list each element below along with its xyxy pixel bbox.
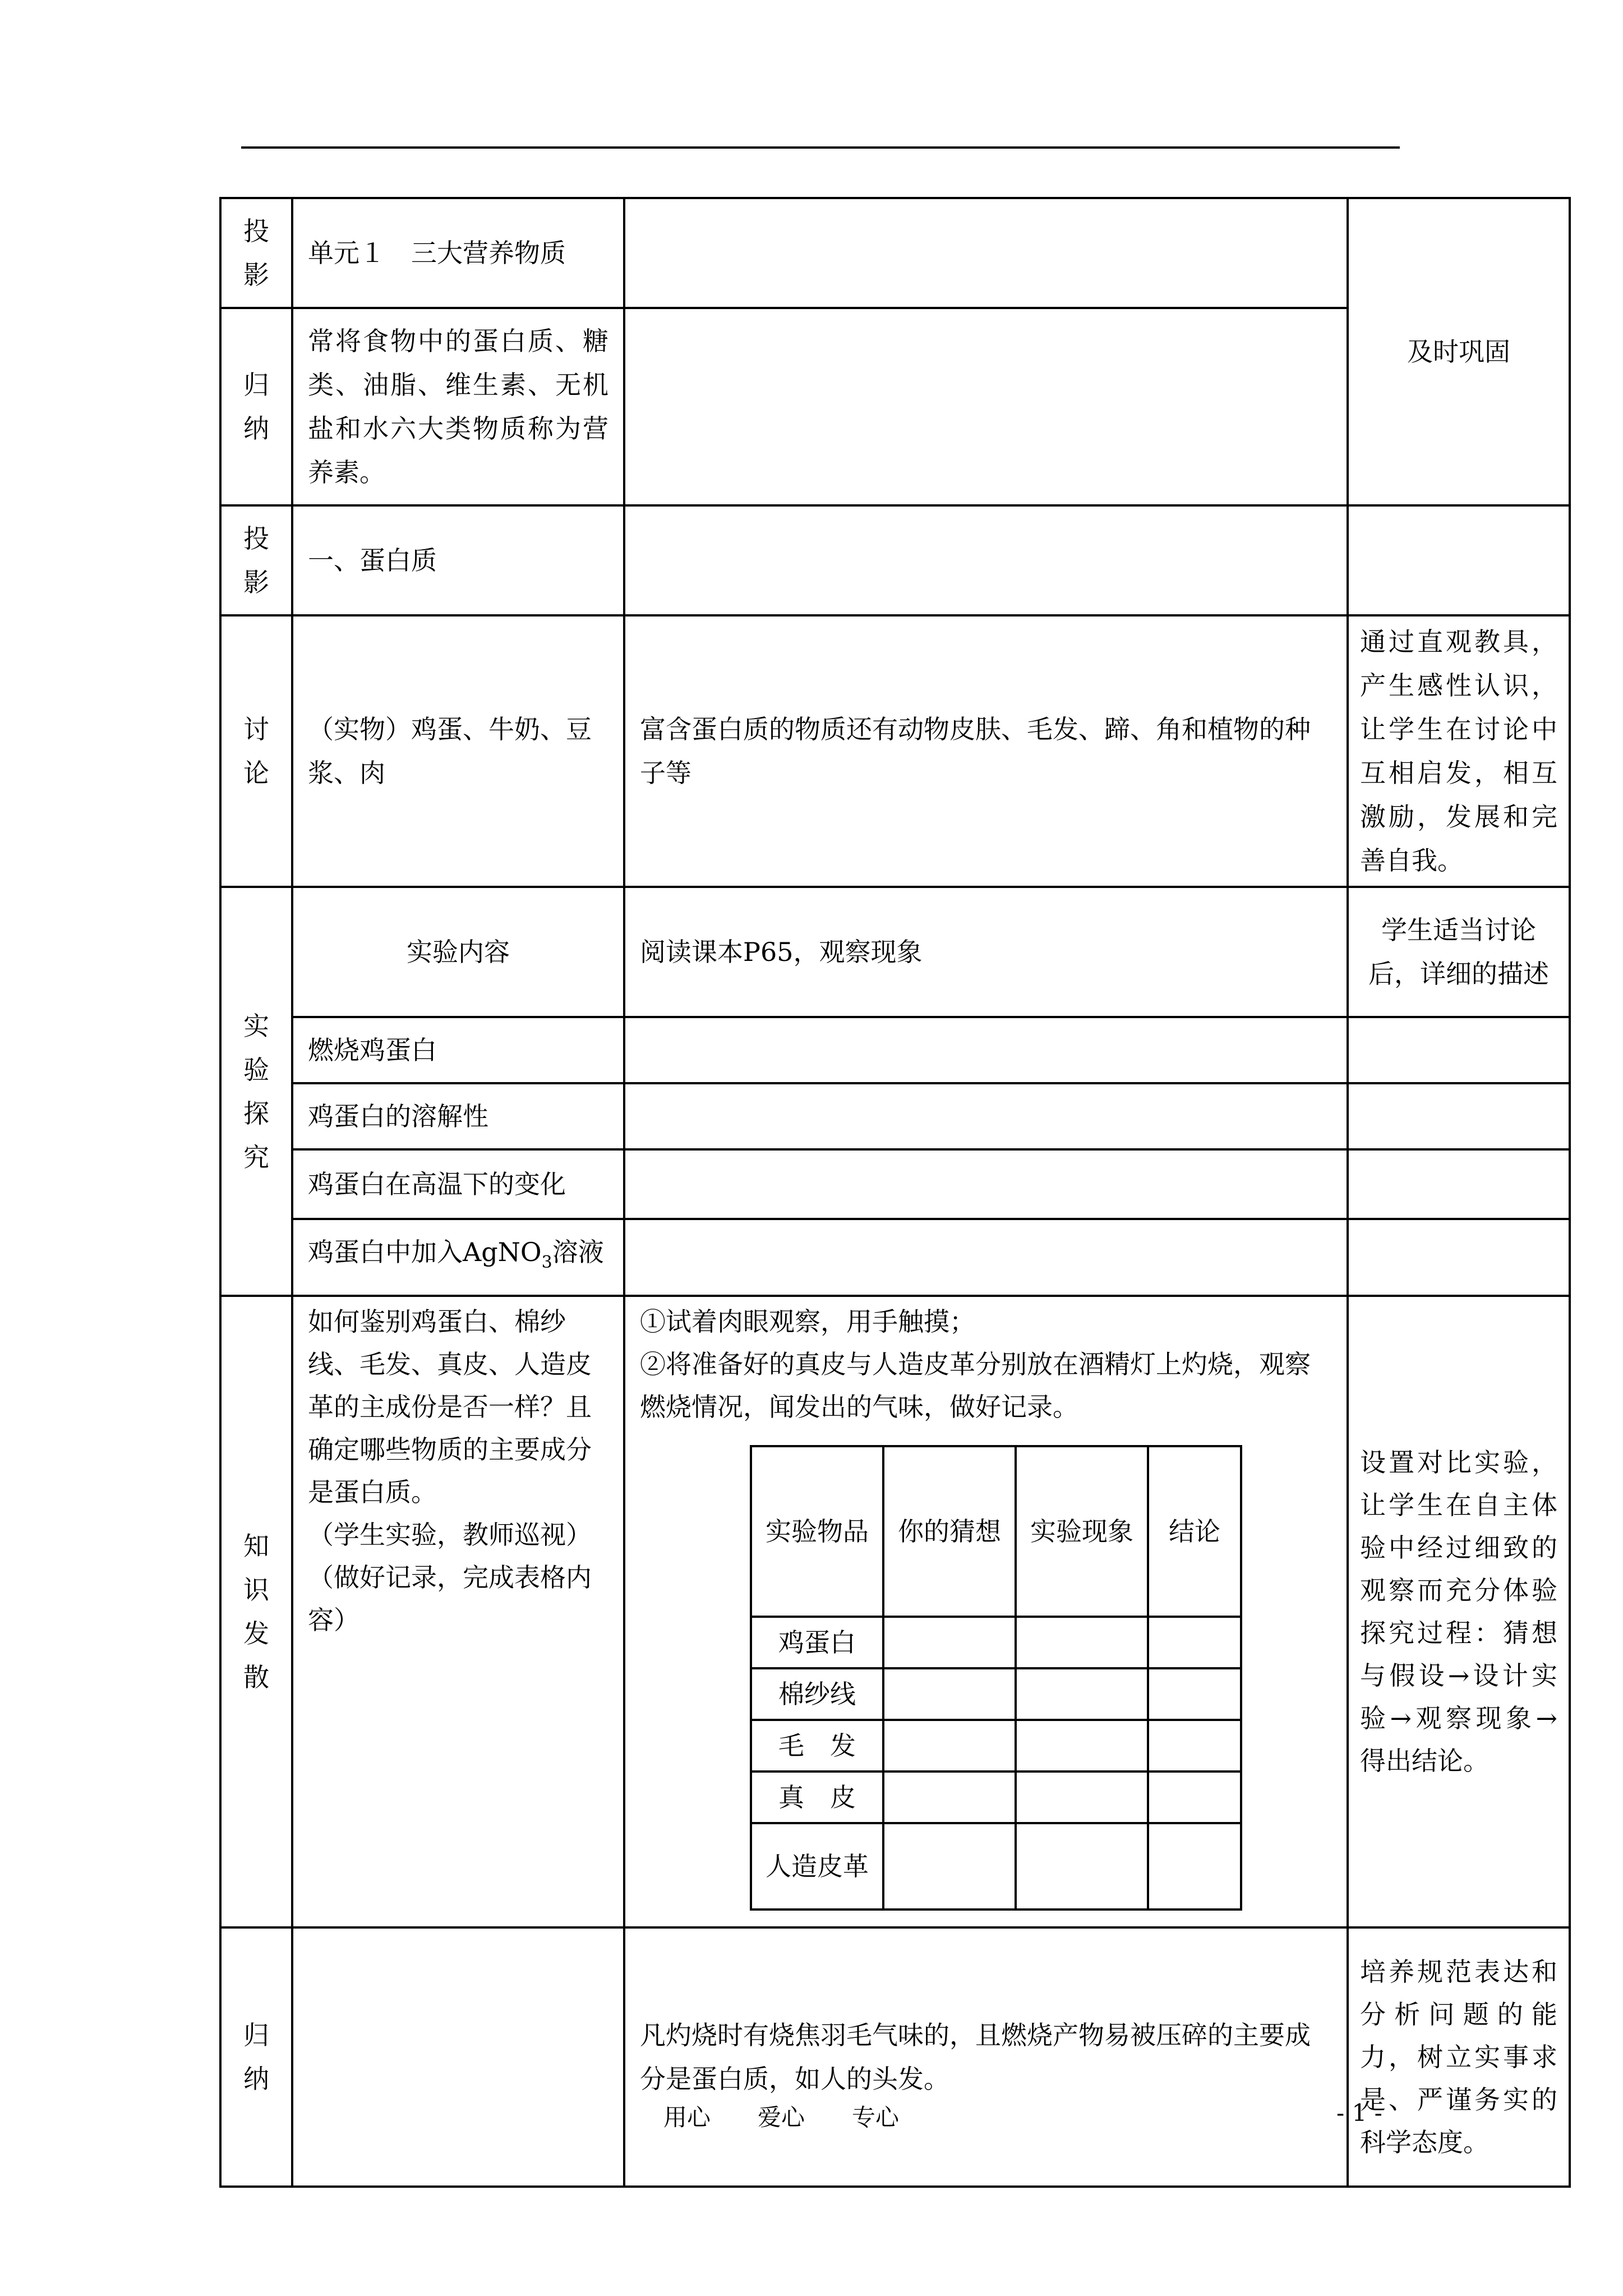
row-experiment-item [220,1149,1570,1219]
record-cell [1148,1823,1241,1910]
header-guess: 你的猜想 [883,1446,1016,1617]
header-conclusion: 结论 [1148,1446,1241,1617]
record-cell [1148,1720,1241,1772]
footer-motto: 用心 爱心 专心 [663,2104,900,2131]
empty-cell [1348,1017,1570,1083]
nutrient-definition: 常将食物中的蛋白质、糖类、油脂、维生素、无机盐和水六大类物质称为营养素。 [292,308,624,505]
record-cell [1016,1823,1148,1910]
empty-cell [292,1927,624,2187]
record-cell [1148,1668,1241,1720]
empty-cell [624,198,1348,308]
row-label: 实 验 探 究 [220,887,292,1296]
material-name: 人造皮革 [751,1823,883,1910]
experiment-content-header: 实验内容 [292,887,624,1017]
row-label: 讨 论 [220,615,292,887]
record-table [750,1445,1242,1911]
row-summary-2 [220,1927,1570,2187]
material-name: 鸡蛋白 [751,1617,883,1668]
empty-cell [1348,1083,1570,1149]
activity-note: （学生实验，教师巡视） [308,1520,592,1550]
row-experiment-item [220,1083,1570,1149]
discussion-content: 富含蛋白质的物质还有动物皮肤、毛发、蹄、角和植物的种子等 [624,615,1348,887]
row-label: 投 影 [220,505,292,615]
discussion-intent: 通过直观教具，产生感性认识，让学生在讨论中互相启发，相互激励，发展和完善自我。 [1348,615,1570,887]
record-cell [883,1617,1016,1668]
row-projection-2 [220,505,1570,615]
row-projection-1 [220,198,1570,308]
consolidate-note: 及时巩固 [1348,198,1570,505]
identification-question: 如何鉴别鸡蛋白、棉纱线、毛发、真皮、人造皮革的主成份是否一样？且确定哪些物质的主要成分是蛋白质。 [308,1306,592,1507]
experiment-item: 鸡蛋白的溶解性 [292,1083,624,1149]
record-cell [883,1668,1016,1720]
record-cell [1016,1668,1148,1720]
row-label: 归 纳 [220,308,292,505]
row-label: 知 识 发 散 [220,1296,292,1927]
record-table-row [751,1823,1241,1910]
knowledge-question [292,1296,624,1927]
step-observe: ①试着肉眼观察，用手触摸； [640,1306,975,1337]
experiment-item: 鸡蛋白在高温下的变化 [292,1149,624,1219]
experiment-instruction: 阅读课本P65，观察现象 [624,887,1348,1017]
record-cell [1016,1772,1148,1823]
lesson-table [219,197,1571,2188]
empty-cell [624,1219,1348,1296]
empty-cell [1348,1149,1570,1219]
record-cell [883,1823,1016,1910]
empty-cell [1348,1219,1570,1296]
empty-cell [624,1149,1348,1219]
material-name: 棉纱线 [751,1668,883,1720]
page-number: - 1 - [1336,2099,1382,2127]
record-table-row [751,1668,1241,1720]
knowledge-steps [624,1296,1348,1927]
material-name: 真 皮 [751,1772,883,1823]
unit-title: 单元１ 三大营养物质 [292,198,624,308]
knowledge-intent: 设置对比实验，让学生在自主体验中经过细致的观察而充分体验探究过程：猜想与假设→设计实验→观察现象→得出结论。 [1348,1296,1570,1927]
record-table-row [751,1720,1241,1772]
experiment-item: 燃烧鸡蛋白 [292,1017,624,1083]
row-discussion [220,615,1570,887]
step-burn: ②将准备好的真皮与人造皮革分别放在酒精灯上灼烧，观察燃烧情况，闻发出的气味，做好记录。 [640,1349,1311,1422]
record-table-row [751,1617,1241,1668]
experiment-intent: 学生适当讨论后，详细的描述 [1348,887,1570,1017]
empty-cell [624,1083,1348,1149]
protein-heading: 一、蛋白质 [292,505,624,615]
row-experiment-item [220,1017,1570,1083]
header-item: 实验物品 [751,1446,883,1617]
record-table-row [751,1772,1241,1823]
material-name: 毛 发 [751,1720,883,1772]
row-experiment-header [220,887,1570,1017]
header-phenomenon: 实验现象 [1016,1446,1148,1617]
row-knowledge [220,1296,1570,1927]
header-rule [241,146,1400,149]
record-table-header [751,1446,1241,1617]
record-cell [883,1772,1016,1823]
experiment-item-agno3: 鸡蛋白中加入AgNO$_3$溶液 [292,1219,624,1296]
record-cell [1016,1617,1148,1668]
record-cell [1016,1720,1148,1772]
record-cell [1148,1617,1241,1668]
empty-cell [624,1017,1348,1083]
summary-intent: 培养规范表达和分析问题的能力，树立实事求是、严谨务实的科学态度。 [1348,1927,1570,2187]
record-note: （做好记录，完成表格内容） [308,1562,592,1635]
empty-cell [624,308,1348,505]
summary-conclusion: 凡灼烧时有烧焦羽毛气味的，且燃烧产物易被压碎的主要成分是蛋白质，如人的头发。 [624,1927,1348,2187]
record-cell [883,1720,1016,1772]
record-cell [1148,1772,1241,1823]
discussion-items: （实物）鸡蛋、牛奶、豆浆、肉 [292,615,624,887]
row-label: 归 纳 [220,1927,292,2187]
empty-cell [1348,505,1570,615]
empty-cell [624,505,1348,615]
row-experiment-item [220,1219,1570,1296]
row-label: 投 影 [220,198,292,308]
